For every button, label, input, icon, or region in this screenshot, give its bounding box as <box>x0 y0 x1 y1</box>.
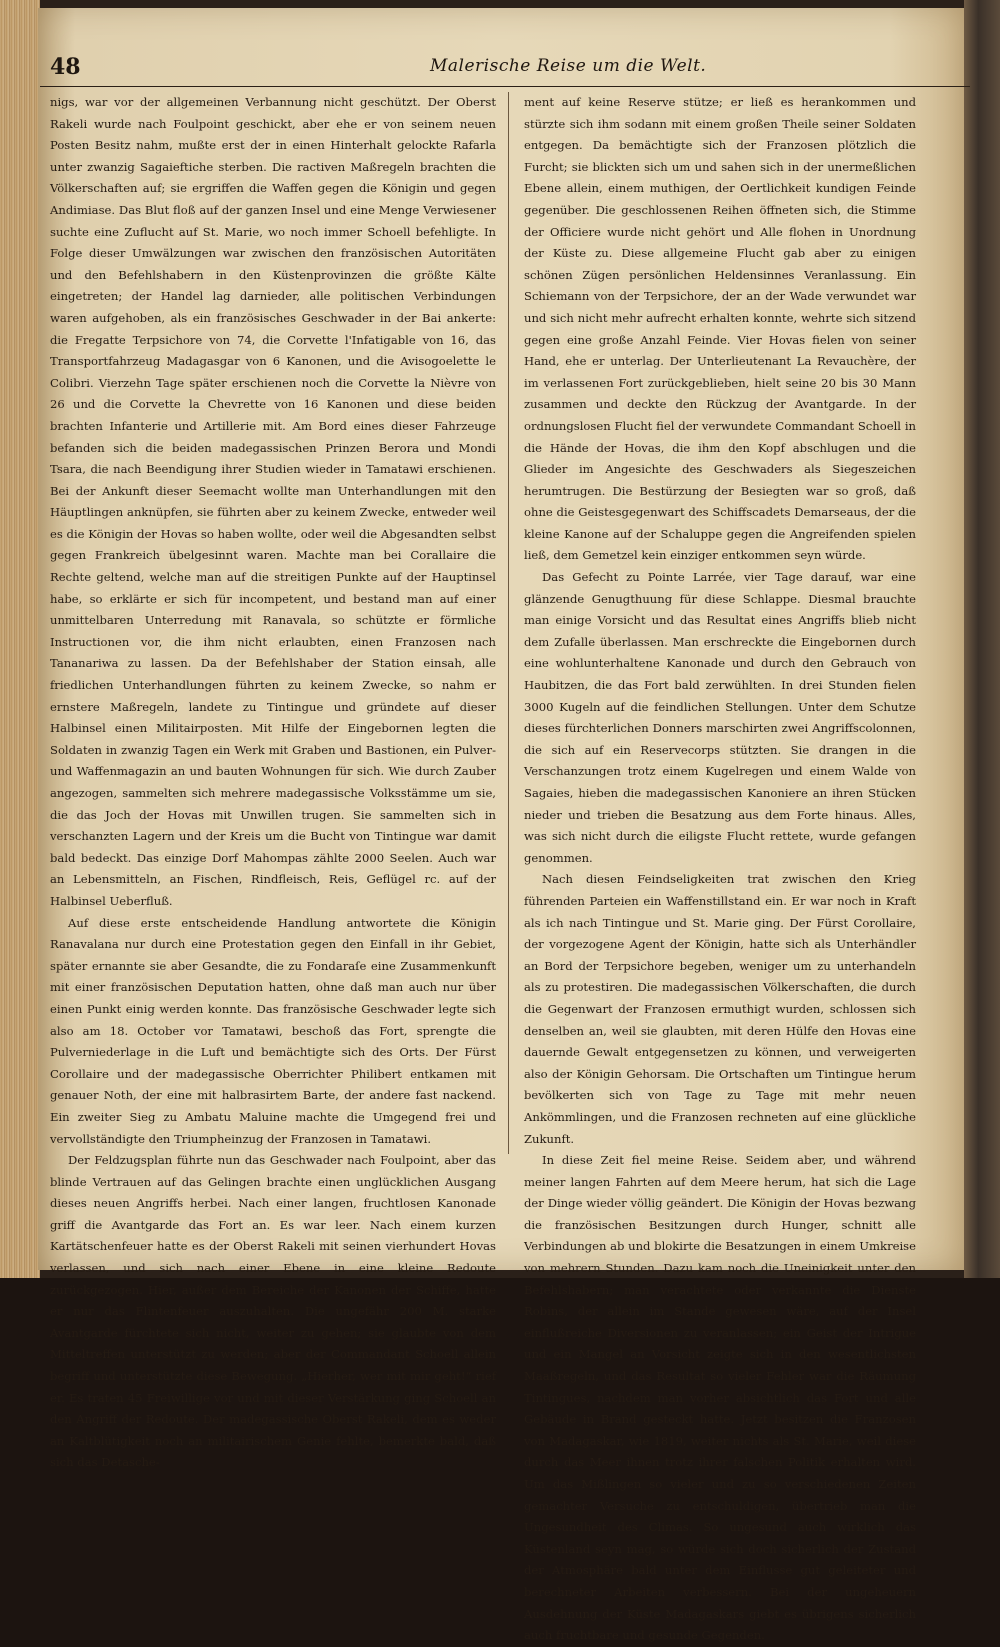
paragraph: Der Feldzugsplan führte nun das Geschwader nach Foulpoint, aber das blinde Vertrauen auf das Gelingen brachte einen unglücklichen Ausgang dieses neuen Angriffs herbei. Nach einer langen, fruchtlosen Kanonade griff die Avantgarde das Fort an. Es war leer. Nach einem kurzen Kartätschenfeuer hatte es der Oberst Rakeli mit seinen vierhundert Hovas verlassen, und sich nach einer Ebene in eine kleine Redoute zurückgezogen. Hier, außer dem Bereiche der Kanonen der Schiffe, hatte er nur das Flintenfeuer auszuhalten. Die ungefähr 200 M. starke Avantgarde fürchtete sich nicht, weiter zu gehen; sie glaubte von dem Mitteltreffen unterstützt zu werden; aber der Commandant Schoell allein begriff und unterstützte diese Bewegung. „Hierher, wer mit mir geht!“ rief er. Es traten 45 Freiwillige vor und mit dieser Verstärkung ging Schoell an den Angriff der Redoute. Der madegassische Oberst Rakeli, dem es weder an Kaltblütigkeit noch an militairischem Genie fehlte, bemerkte bald, daß sich das Detasche- <box>50 1153 496 1470</box>
book-page-edges-left <box>0 0 40 1278</box>
running-title: Malerische Reise um die Welt. <box>430 56 707 76</box>
paragraph: Nach diesen Feindseligkeiten trat zwischen den Krieg führenden Parteien ein Waffenstillstand ein. Er war noch in Kraft als ich nach Tintingue und St. Marie ging. Der Fürst Corollaire, der vorgezogene Agent der Königin, hatte sich als Unterhändler an Bord der Terpsichore begeben, weniger um zu unterhandeln als zu protestiren. Die madegassischen Völkerschaften, die durch die Gegenwart der Franzosen ermuthigt wurden, schlossen sich denselben an, weil sie glaubten, mit deren Hülfe den Hovas eine dauernde Gewalt entgegensetzen zu können, und verweigerten also der Königin Gehorsam. Die Ortschaften um Tintingue herum bevölkerten sich von Tage zu Tage mit mehr neuen Ankömmlingen, und die Franzosen rechneten auf eine glückliche Zukunft. <box>524 872 916 1146</box>
paragraph: ment auf keine Reserve stütze; er ließ es herankommen und stürzte sich ihm sodann mit einem großen Theile seiner Soldaten entgegen. Da bemächtigte sich der Franzosen plötzlich die Furcht; sie blickten sich um und sahen sich in der unermeßlichen Ebene allein, einem muthigen, der Oertlichkeit kundigen Feinde gegenüber. Die geschlossenen Reihen öffneten sich, die Stimme der Officiere wurde nicht gehört und Alle flohen in Unordnung der Küste zu. Diese allgemeine Flucht gab aber zu einigen schönen Zügen persönlichen Heldensinnes Veranlassung. Ein Schiemann von der Terpsichore, der an der Wade verwundet war und sich nicht mehr aufrecht erhalten konnte, wehrte sich sitzend gegen eine große Anzahl Feinde. Vier Hovas fielen von seiner Hand, ehe er unterlag. Der Unterlieutenant La Revauchère, der im verlassenen Fort zurückgeblieben, hielt seine 20 bis 30 Mann zusammen und deckte den Rückzug der Avantgarde. In der ordnungslosen Flucht fiel der verwundete Commandant Schoell in die Hände der Hovas, die ihm den Kopf abschlugen und die Glieder im Angesichte des Geschwaders als Siegeszeichen herumtrugen. Die Bestürzung der Besiegten war so groß, daß ohne die Geistesgegenwart des Schiffscadets Demarseaus, der die kleine Kanone auf der Schaluppe gegen die Angreifenden spielen ließ, dem Gemetzel kein einziger entkommen seyn würde. <box>524 95 916 563</box>
book-binding-right <box>964 0 1000 1278</box>
column-divider <box>508 92 509 1154</box>
paragraph: nigs, war vor der allgemeinen Verbannung nicht geschützt. Der Oberst Rakeli wurde nach Foulpoint geschickt, aber ehe er von seinem neuen Posten Besitz nahm, mußte erst der in einen Hinterhalt gelockte Rafarla unter zwanzig Sagaieftiche sterben. Die ractiven Maßregeln brachten die Völkerschaften auf; sie ergriffen die Waffen gegen die Königin und gegen Andimiase. Das Blut floß auf der ganzen Insel und eine Menge Verwiesener suchte eine Zuflucht auf St. Marie, wo noch immer Schoell befehligte. In Folge dieser Umwälzungen war zwischen den französischen Autoritäten und den Befehlshabern in den Küstenprovinzen die größte Kälte eingetreten; der Handel lag darnieder, alle politischen Verbindungen waren aufgehoben, als ein französisches Geschwader in der Bai ankerte: die Fregatte Terpsichore von 74, die Corvette l'Infatigable von 16, das Transportfahrzeug Madagasgar von 6 Kanonen, und die Avisogoelette le Colibri. Vierzehn Tage später erschienen noch die Corvette la Nièvre von 26 und die Corvette la Chevrette von 16 Kanonen und diese beiden brachten Infanterie und Artillerie mit. Am Bord eines dieser Fahrzeuge befanden sich die beiden madegassischen Prinzen Berora und Mondi Tsara, die nach Beendigung ihrer Studien wieder in Tamatawi erschienen. Bei der Ankunft dieser Seemacht wollte man Unterhandlungen mit den Häuptlingen anknüpfen, sie führten aber zu keinem Zwecke, entweder weil es die Königin der Hovas so haben wollte, oder weil die Abgesandten selbst gegen Frankreich übelgesinnt waren. Machte man bei Corallaire die Rechte geltend, welche man auf die streitigen Punkte auf der Hauptinsel habe, so erklärte er sich für incompetent, und bestand man auf einer unmittelbaren Unterredung mit Ranavala, so schützte er förmliche Instructionen vor, die ihm nicht erlaubten, einen Franzosen nach Tananariwa zu lassen. Da der Befehlshaber der Station einsah, alle friedlichen Unterhandlungen führten zu keinem Zwecke, so nahm er ernstere Maßregeln, landete zu Tintingue und gründete auf dieser Halbinsel einen Militairposten. Mit Hilfe der Eingebornen legten die Soldaten in zwanzig Tagen ein Werk mit Graben und Bastionen, ein Pulver- und Waffenmagazin an und bauten Wohnungen für sich. Wie durch Zauber angezogen, sammelten sich mehrere madegassische Volksstämme um sie, die das Joch der Hovas mit Unwillen trugen. Sie sammelten sich in verschanzten Lagern und der Kreis um die Bucht von Tintingue war damit bald bedeckt. Das einzige Dorf Mahompas zählte 2000 Seelen. Auch war an Lebensmitteln, an Fischen, Rindfleisch, Reis, Geflügel rc. auf der Halbinsel Ueberfluß. <box>50 95 496 908</box>
text-column-left <box>50 92 496 1474</box>
text-column-right <box>524 92 916 1647</box>
page-header <box>40 52 970 87</box>
paragraph: Das Gefecht zu Pointe Larrée, vier Tage darauf, war eine glänzende Genugthuung für diese Schlappe. Diesmal brauchte man einige Vorsicht und das Resultat eines Angriffs blieb nicht dem Zufalle überlassen. Man erschreckte die Eingebornen durch eine wohlunterhaltene Kanonade und durch den Gebrauch von Haubitzen, die das Fort bald zerwühlten. In drei Stunden fielen 3000 Kugeln auf die feindlichen Stellungen. Unter dem Schutze dieses fürchterlichen Donners marschirten zwei Angriffscolonnen, die sich auf ein Reservecorps stützten. Sie drangen in die Verschanzungen trotz einem Kugelregen und einem Walde von Sagaies, hieben die madegassischen Kanoniere an ihren Stücken nieder und trieben die Besatzung aus dem Forte hinaus. Alles, was sich nicht durch die eiligste Flucht rettete, wurde gefangen genommen. <box>524 570 916 865</box>
paragraph: Auf diese erste entscheidende Handlung antwortete die Königin Ranavalana nur durch eine Protestation gegen den Einfall in ihr Gebiet, später ernannte sie aber Gesandte, die zu Fondaraſe eine Zusammenkunft mit einer französischen Deputation hatten, ohne daß man auch nur über einen Punkt einig werden konnte. Das französische Geschwader legte sich also am 18. October vor Tamatawi, beschoß das Fort, sprengte die Pulverniederlage in die Luft und bemächtigte sich des Orts. Der Fürst Corollaire und der madegassische Oberrichter Philibert entkamen mit genauer Noth, der eine mit halbrasirtem Barte, der andere fast nackend. Ein zweiter Sieg zu Ambatu Maluine machte die Umgegend frei und vervollständigte den Triumpheinzug der Franzosen in Tamatawi. <box>50 915 496 1146</box>
page-number: 48 <box>50 54 81 80</box>
paragraph: In diese Zeit fiel meine Reise. Seidem aber, und während meiner langen Fahrten auf dem Meere herum, hat sich die Lage der Dinge wieder völlig geändert. Die Königin der Hovas bezwang die französischen Besitzungen durch Hunger, schnitt alle Verbindungen ab und blokirte die Besatzungen in einem Umkreise von mehrern Stunden. Dazu kam noch die Uneinigkeit unter den Befehlshabern; man verachtete oder verkannte die Dienste Robins, der allein im Stande gewesen wäre, auf der Insel einflußreiche Diversionen zu veranlassen; ein Geist der Intrigue und ein Mangel an Vorsicht zeigte sich in den wesentlichsten Maaßregeln, und das Resultat so vieler Fehler war die Räumung Tintingues, nachdem man vorher absichtlich das Fort und alle Gebäude in Brand gesteckt hatte. Jetzt besitzen die Franzosen von Madagaskar, wie 1819, weiter nichts als St. Marie, weil diese durch das Meer ihnen trotz ihrer falschen Politik erhalten wird. Um das Mißlingen so vieler und zu so verschiedenen Zeiten gemachter Versuche zu entschuldigen, übertrieb man die Ungesundheit des Climas. So ungesund auch wirklich das Küstenland seyn mag, so würde sich doch sicherlich der Zustand der Atmosphäre bald unter dem Einflusse gut geleiteter und berechneter Arbeiten verbessern. Bei der ungeheuern Ausdehnung der Küste Madagaskars giebt es übrigens sicherlich auch fruchtbare und gesunde Gegenden. <box>524 1153 916 1643</box>
